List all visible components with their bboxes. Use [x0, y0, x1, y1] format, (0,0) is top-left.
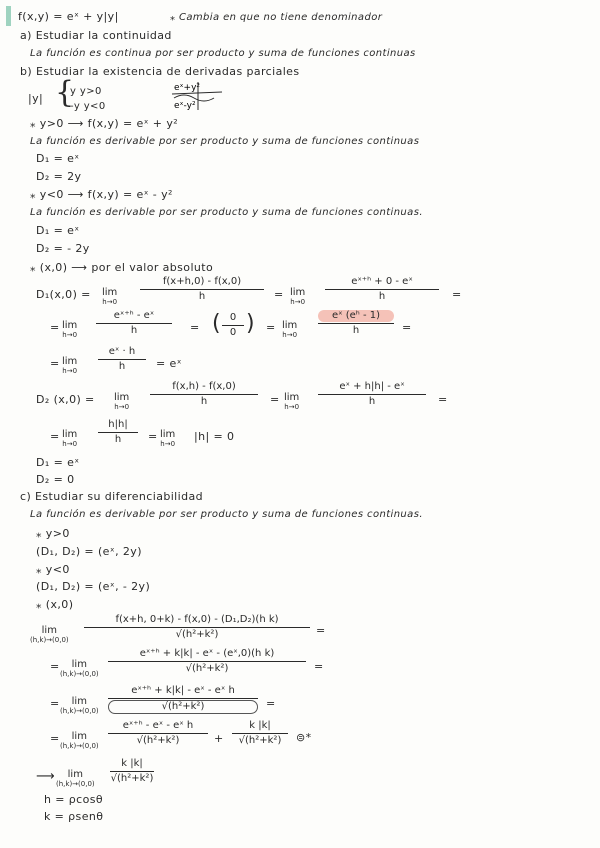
limit-operator: lim h→0: [102, 287, 118, 306]
limit-operator: lim h→0: [290, 287, 306, 306]
equals-sign: =: [190, 321, 200, 334]
equals-sign: =: [452, 288, 462, 301]
arrow-icon: ⟶: [36, 769, 56, 784]
equals-sign: =: [270, 393, 280, 406]
d1-x0-lhs: D₁(x,0) =: [36, 288, 91, 301]
equals-sign: =: [402, 321, 412, 334]
section-a-text: La función es continua por ser producto y suma de funciones continuas: [30, 48, 416, 59]
fraction: eˣ + h|h| - eˣ h: [318, 381, 426, 408]
star-mark-icon: ⊜*: [296, 731, 312, 744]
fraction: eˣ · h h: [98, 346, 146, 373]
fraction: eˣ⁺ʰ - eˣ - eˣ h √(h²+k²): [108, 720, 208, 747]
case-y-negative-text: La función es derivable por ser producto y suma de funciones continuas.: [30, 207, 423, 218]
polar-k: k = ρsenθ: [44, 810, 104, 823]
case-y-negative-d2: D₂ = - 2y: [36, 242, 90, 255]
equals-sign: =: [438, 393, 448, 406]
limit-operator: lim (h,k)→(0,0): [60, 731, 99, 750]
equals-sign: =: [266, 321, 276, 334]
svg-text:eˣ+y²: eˣ+y²: [174, 83, 201, 93]
plus-sign: +: [214, 732, 224, 745]
case-y-positive-text: La función es derivable por ser producto y suma de funciones continuas: [30, 136, 420, 147]
equals-sign: =: [50, 430, 60, 443]
fraction: h|h| h: [98, 419, 138, 446]
result-d1: = eˣ: [156, 357, 182, 370]
result-d1-summary: D₁ = eˣ: [36, 456, 80, 469]
equals-sign: =: [314, 660, 324, 673]
equals-sign: =: [50, 357, 60, 370]
polar-h: h = ρcosθ: [44, 793, 104, 806]
limit-operator: lim h→0: [284, 392, 300, 411]
note-cambia: ⁎ Cambia en que no tiene denominador: [170, 12, 383, 23]
fraction: f(x+h,0) - f(x,0) h: [140, 276, 264, 303]
fraction: f(x,h) - f(x,0) h: [150, 381, 258, 408]
limit-operator: lim h→0: [62, 429, 78, 448]
c-case-x0: ⁎ (x,0): [36, 598, 74, 611]
svg-text:eˣ-y²: eˣ-y²: [174, 101, 196, 111]
equals-sign: =: [50, 697, 60, 710]
fraction: eˣ (eʰ - 1) h: [318, 310, 394, 337]
equals-sign: =: [148, 430, 158, 443]
case-y-negative: ⁎ y<0 ⟶ f(x,y) = eˣ - y²: [30, 188, 173, 201]
paren-left: (: [212, 311, 221, 336]
indeterminate-form: 0 0: [222, 312, 244, 339]
c-case-y-negative: ⁎ y<0: [36, 563, 70, 576]
d2-x0-lhs: D₂ (x,0) =: [36, 393, 95, 406]
case-y-negative-d1: D₁ = eˣ: [36, 224, 80, 237]
limit-operator: lim (h,k)→(0,0): [30, 625, 69, 644]
page-tab-marker: [6, 6, 11, 26]
fraction: eˣ⁺ʰ + 0 - eˣ h: [325, 276, 439, 303]
section-a-title: a) Estudiar la continuidad: [20, 29, 172, 42]
equals-sign: =: [274, 288, 284, 301]
equals-sign: =: [50, 321, 60, 334]
piecewise-brace-icon: {: [55, 75, 75, 110]
limit-operator: lim (h,k)→(0,0): [56, 769, 95, 788]
limit-operator: lim h→0: [114, 392, 130, 411]
equals-sign: =: [316, 624, 326, 637]
fraction: eˣ⁺ʰ - eˣ h: [96, 310, 172, 337]
section-b-title: b) Estudiar la existencia de derivadas parciales: [20, 65, 300, 78]
section-c-title: c) Estudiar su diferenciabilidad: [20, 490, 203, 503]
fraction: f(x+h, 0+k) - f(x,0) - (D₁,D₂)(h k) √(h²+k²): [84, 614, 310, 641]
case-x0: ⁎ (x,0) ⟶ por el valor absoluto: [30, 261, 214, 274]
fraction: $\frac{\text{eˣ⁺ʰ + k|k| - eˣ - eˣ h}}{\text{√(h²+k²)}}$: [108, 685, 258, 714]
case-y-positive-d2: D₂ = 2y: [36, 170, 82, 183]
scratch-work-sketch: [168, 80, 228, 112]
abs-y-label: |y|: [28, 92, 44, 105]
result-d2: |h| = 0: [194, 430, 235, 443]
function-definition: f(x,y) = eˣ + y|y|: [18, 10, 119, 23]
limit-operator: lim (h,k)→(0,0): [60, 659, 99, 678]
limit-operator: lim (h,k)→(0,0): [60, 696, 99, 715]
equals-sign: =: [266, 697, 276, 710]
case-y-positive: ⁎ y>0 ⟶ f(x,y) = eˣ + y²: [30, 117, 179, 130]
abs-case-positive: y y>0: [70, 86, 102, 97]
abs-case-negative: -y y<0: [70, 101, 106, 112]
c-case-y-positive: ⁎ y>0: [36, 527, 70, 540]
limit-operator: lim h→0: [282, 320, 298, 339]
fraction: eˣ⁺ʰ + k|k| - eˣ - (eˣ,0)(h k) √(h²+k²): [108, 648, 306, 675]
section-c-text: La función es derivable por ser producto y suma de funciones continuas.: [30, 509, 423, 520]
limit-operator: lim h→0: [160, 429, 176, 448]
equals-sign: =: [50, 732, 60, 745]
c-gradient-negative: (D₁, D₂) = (eˣ, - 2y): [36, 580, 151, 593]
result-d2-summary: D₂ = 0: [36, 473, 75, 486]
case-y-positive-d1: D₁ = eˣ: [36, 152, 80, 165]
limit-operator: lim h→0: [62, 356, 78, 375]
fraction: k |k| √(h²+k²): [232, 720, 288, 747]
limit-operator: lim h→0: [62, 320, 78, 339]
equals-sign: =: [50, 660, 60, 673]
fraction: k |k| √(h²+k²): [110, 758, 154, 784]
paren-right: ): [246, 311, 255, 336]
c-gradient-positive: (D₁, D₂) = (eˣ, 2y): [36, 545, 142, 558]
